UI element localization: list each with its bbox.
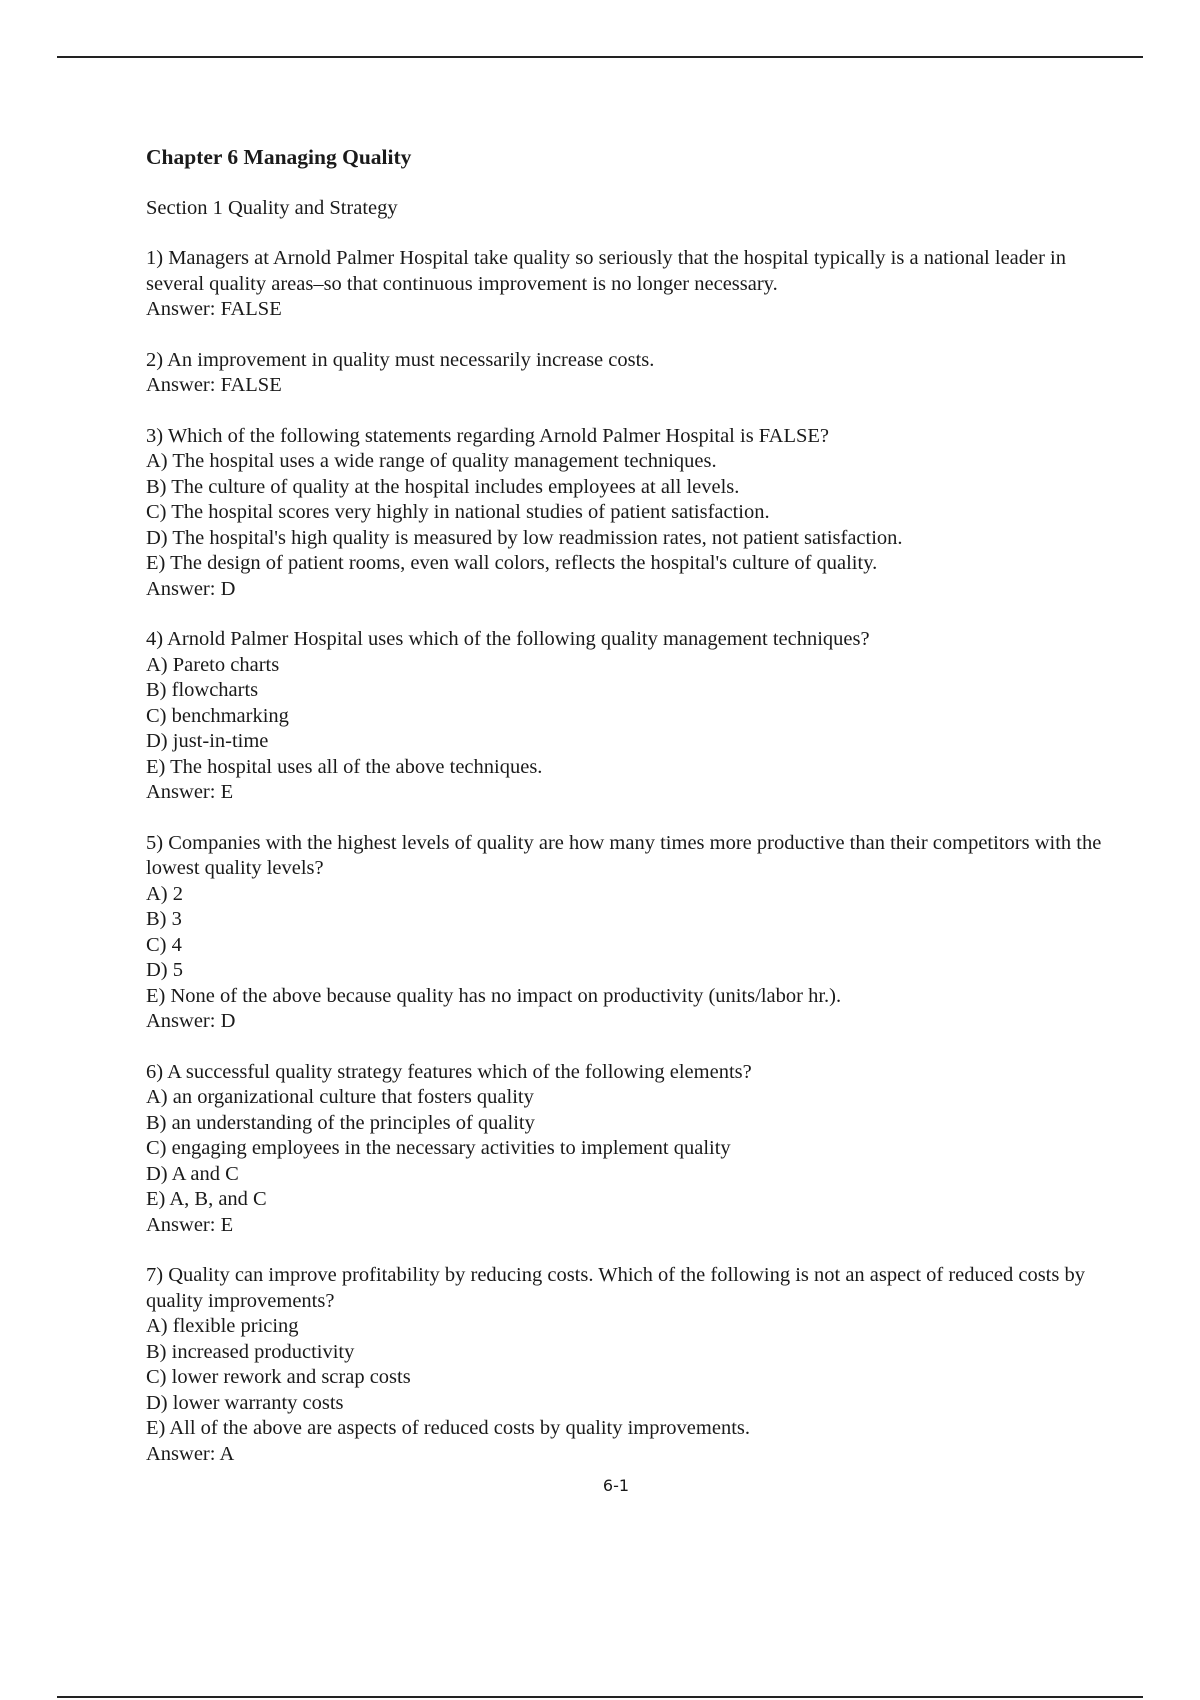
answer-option-a: A) 2: [146, 882, 184, 905]
answer-option-e: E) None of the above because quality has no impact on productivity (units/labor hr.).: [146, 984, 842, 1007]
answer-option-d: D) lower warranty costs: [146, 1391, 344, 1414]
question-answer: Answer: FALSE: [146, 374, 282, 396]
question-5: [146, 831, 1106, 1035]
answer-option-b: B) The culture of quality at the hospital includes employees at all levels.: [146, 475, 740, 498]
question-stem: 1) Managers at Arnold Palmer Hospital take quality so seriously that the hospital typically is a national leader in several quality areas–so that continuous improvement is no longer necessary.: [146, 247, 1067, 295]
answer-option-e: E) All of the above are aspects of reduced costs by quality improvements.: [146, 1417, 750, 1439]
question-7: [146, 1263, 1106, 1467]
answer-option-a: A) Pareto charts: [146, 653, 280, 676]
answer-option-d: D) The hospital's high quality is measured by low readmission rates, not patient satisfaction.: [146, 526, 903, 549]
answer-option-c: C) lower rework and scrap costs: [146, 1366, 411, 1388]
page-content: [146, 145, 1106, 1467]
answer-option-c: C) 4: [146, 933, 182, 956]
question-stem: 4) Arnold Palmer Hospital uses which of the following quality management techniques?: [146, 628, 870, 650]
question-answer: Answer: D: [146, 1010, 236, 1032]
answer-option-b: B) 3: [146, 908, 182, 930]
question-stem: 3) Which of the following statements regarding Arnold Palmer Hospital is FALSE?: [146, 424, 830, 447]
answer-option-a: A) The hospital uses a wide range of quality management techniques.: [146, 450, 717, 472]
section-title: Section 1 Quality and Strategy: [146, 197, 398, 219]
bottom-rule: [57, 1696, 1143, 1698]
answer-option-d: D) 5: [146, 959, 184, 981]
answer-option-e: E) The design of patient rooms, even wall colors, reflects the hospital's culture of quality.: [146, 552, 878, 574]
question-answer: Answer: E: [146, 1213, 234, 1236]
question-4: [146, 627, 1106, 806]
answer-option-c: C) The hospital scores very highly in national studies of patient satisfaction.: [146, 501, 770, 523]
question-2: [146, 348, 1106, 399]
question-stem: 6) A successful quality strategy features which of the following elements?: [146, 1060, 752, 1083]
chapter-title: Chapter 6 Managing Quality: [146, 145, 412, 169]
answer-option-d: D) A and C: [146, 1162, 239, 1185]
answer-option-a: A) an organizational culture that fosters quality: [146, 1086, 534, 1108]
answer-option-d: D) just-in-time: [146, 730, 269, 752]
question-stem: 7) Quality can improve profitability by reducing costs. Which of the following is not an aspect of reduced costs by quality improvements?: [146, 1264, 1085, 1312]
answer-option-e: E) The hospital uses all of the above techniques.: [146, 755, 543, 778]
question-answer: Answer: A: [146, 1442, 235, 1465]
question-stem: 2) An improvement in quality must necessarily increase costs.: [146, 348, 655, 371]
question-answer: Answer: E: [146, 781, 234, 803]
question-1: [146, 246, 1106, 323]
answer-option-b: B) increased productivity: [146, 1340, 355, 1363]
answer-option-b: B) flowcharts: [146, 679, 259, 701]
question-3: [146, 424, 1106, 603]
answer-option-e: E) A, B, and C: [146, 1188, 267, 1210]
answer-option-a: A) flexible pricing: [146, 1315, 299, 1337]
question-answer: Answer: FALSE: [146, 298, 282, 320]
answer-option-b: B) an understanding of the principles of quality: [146, 1111, 535, 1134]
question-answer: Answer: D: [146, 577, 236, 600]
answer-option-c: C) engaging employees in the necessary activities to implement quality: [146, 1137, 731, 1159]
top-rule: [57, 56, 1143, 58]
question-stem: 5) Companies with the highest levels of quality are how many times more productive than their competitors with the lowest quality levels?: [146, 831, 1102, 879]
page-number: 6-1: [602, 1476, 630, 1495]
answer-option-c: C) benchmarking: [146, 704, 289, 727]
question-6: [146, 1060, 1106, 1239]
